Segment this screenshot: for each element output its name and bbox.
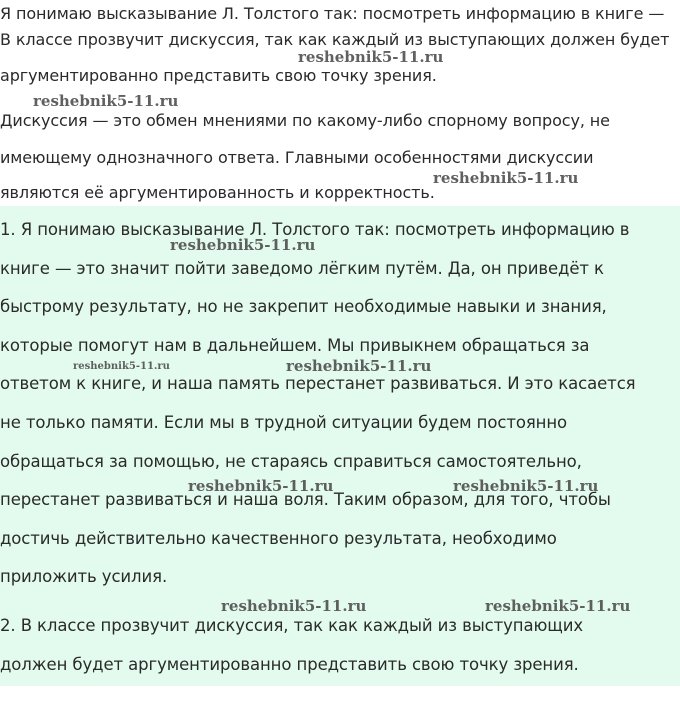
answer-line: должен будет аргументированно представить свою точку зрения. (0, 655, 579, 674)
watermark: reshebnik5-11.ru (485, 597, 631, 615)
answer-line: 1. Я понимаю высказывание Л. Толстого так: посмотреть информацию в (0, 220, 630, 239)
intro-line: аргументированно представить свою точку зрения. (0, 66, 437, 85)
watermark: reshebnik5-11.ru (188, 477, 334, 495)
watermark: reshebnik5-11.ru (221, 597, 367, 615)
answer-line: перестанет развиваться и наша воля. Таким образом, для того, чтобы (0, 490, 611, 509)
answer-line: приложить усилия. (0, 567, 168, 586)
answer-line: ответом к книге, и наша память перестанет развиваться. И это касается (0, 374, 636, 393)
watermark: reshebnik5-11.ru (170, 236, 316, 254)
answer-line: книге — это значит пойти заведомо лёгким путём. Да, он приведёт к (0, 259, 604, 278)
intro-line: В классе прозвучит дискуссия, так как каждый из выступающих должен будет (0, 30, 670, 49)
watermark: reshebnik5-11.ru (73, 361, 170, 372)
answer-line: обращаться за помощью, не стараясь справиться самостоятельно, (0, 452, 582, 471)
answer-line: быстрому результату, но не закрепит необходимые навыки и знания, (0, 297, 607, 316)
answer-line: которые помогут нам в дальнейшем. Мы привыкнем обращаться за (0, 336, 590, 355)
answer-line: достичь действительно качественного результата, необходимо (0, 529, 557, 548)
watermark: reshebnik5-11.ru (433, 169, 579, 187)
watermark: reshebnik5-11.ru (298, 48, 444, 66)
intro-line: Я понимаю высказывание Л. Толстого так: посмотреть информацию в книге — (0, 4, 665, 23)
answer-line: не только памяти. Если мы в трудной ситуации будем постоянно (0, 413, 568, 432)
intro-line: являются её аргументированность и корректность. (0, 183, 435, 202)
watermark: reshebnik5-11.ru (286, 357, 432, 375)
intro-line: Дискуссия — это обмен мнениями по какому-либо спорному вопросу, не (0, 111, 610, 130)
answer-line: 2. В классе прозвучит дискуссия, так как каждый из выступающих (0, 616, 584, 635)
intro-line: имеющему однозначного ответа. Главными особенностями дискуссии (0, 148, 594, 167)
watermark: reshebnik5-11.ru (453, 477, 599, 495)
watermark: reshebnik5-11.ru (33, 92, 179, 110)
